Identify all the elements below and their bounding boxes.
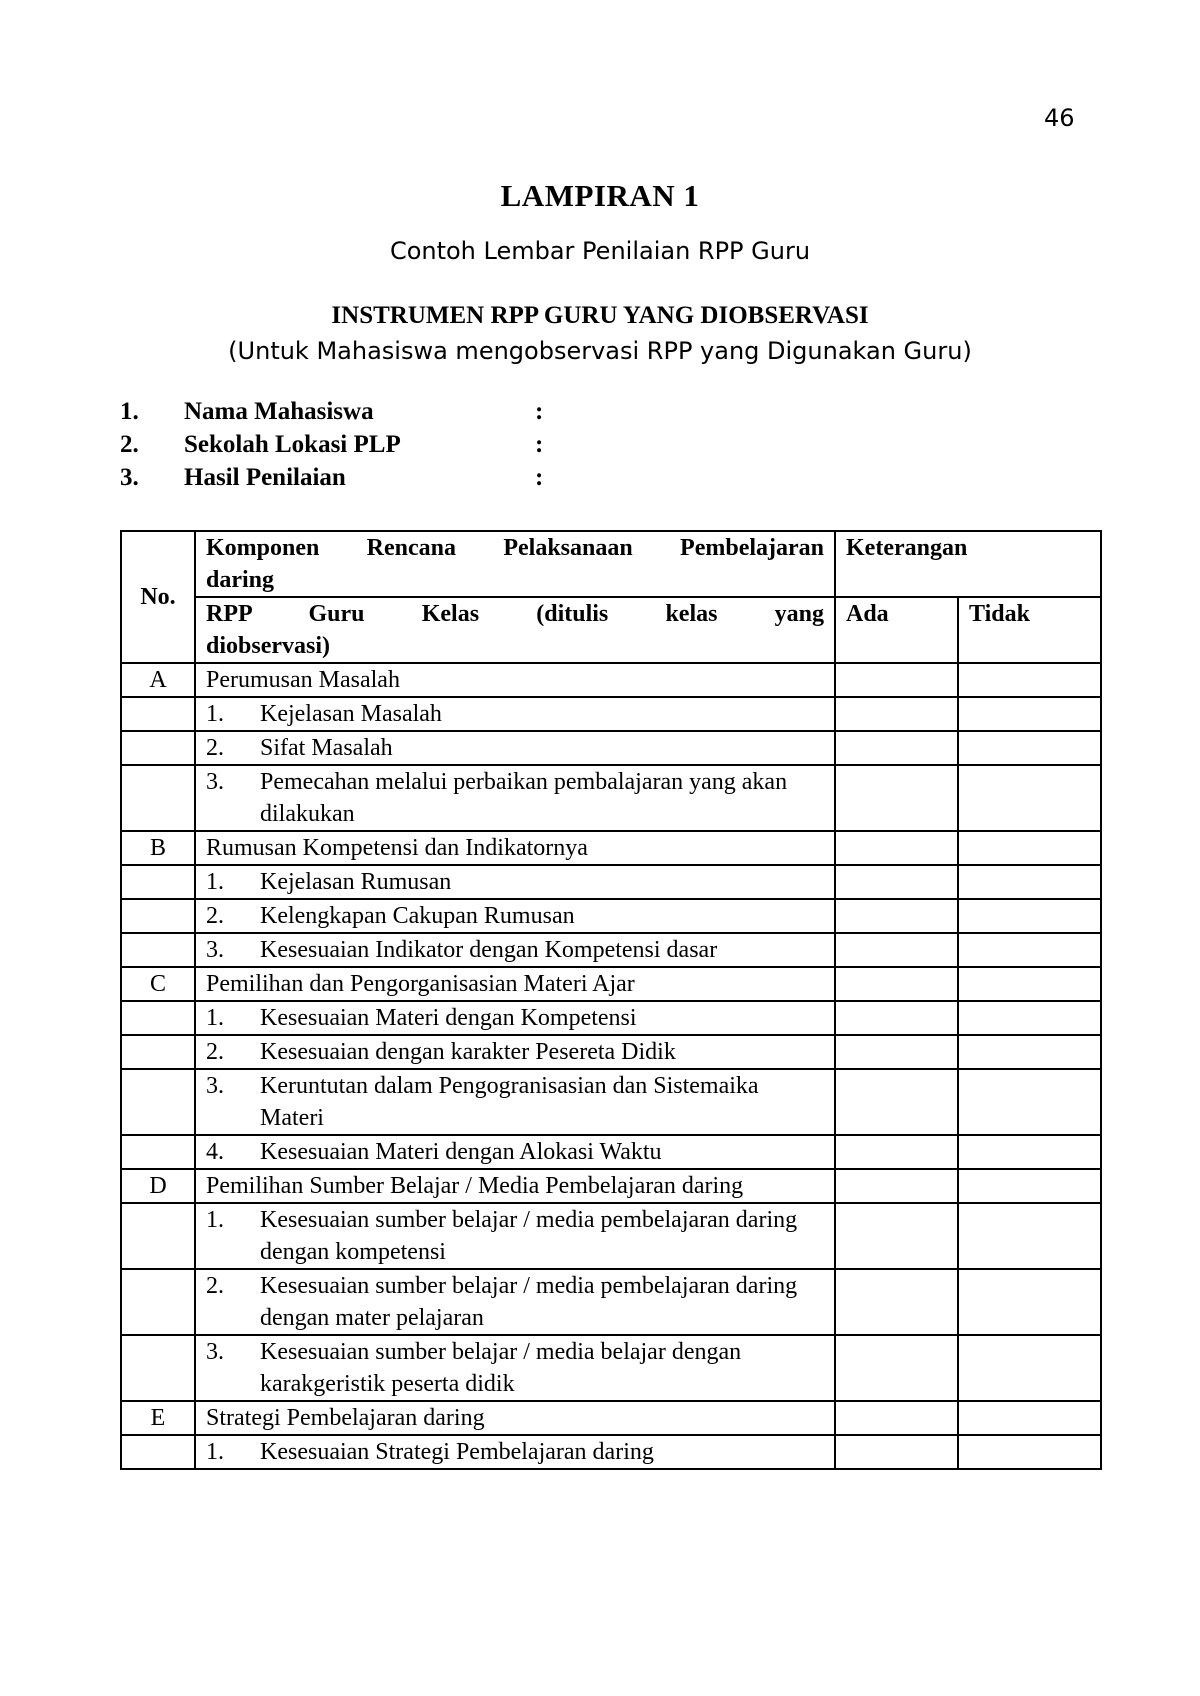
ada-cell[interactable] (835, 697, 958, 731)
item-row (121, 1035, 1101, 1069)
item-number: 3. (206, 1073, 224, 1099)
item-no-cell (121, 1269, 195, 1335)
field-colon: : (535, 398, 544, 425)
page-number: 46 (1044, 104, 1075, 132)
field-number: 1. (120, 398, 139, 425)
document-subtitle: Contoh Lembar Penilaian RPP Guru (389, 237, 811, 265)
item-row (121, 933, 1101, 967)
section-title: Rumusan Kompetensi dan Indikatornya (195, 831, 835, 865)
item-number: 3. (206, 937, 224, 963)
item-number: 1. (206, 1005, 224, 1031)
table-header-row (121, 531, 1101, 597)
ada-cell[interactable] (835, 967, 958, 1001)
item-text: Kejelasan Rumusan (260, 869, 452, 895)
tidak-cell[interactable] (958, 899, 1101, 933)
tidak-cell[interactable] (958, 1435, 1101, 1469)
section-letter: B (121, 831, 195, 865)
item-cell (195, 1435, 835, 1469)
item-cell (195, 765, 835, 831)
tidak-cell[interactable] (958, 731, 1101, 765)
item-text: Kesesuaian Strategi Pembelajaran daring (260, 1439, 654, 1465)
item-no-cell (121, 899, 195, 933)
item-number: 4. (206, 1139, 224, 1165)
ada-cell[interactable] (835, 1001, 958, 1035)
item-no-cell (121, 1203, 195, 1269)
section-title: Pemilihan dan Pengorganisasian Materi Ajar (195, 967, 835, 1001)
tidak-cell[interactable] (958, 1001, 1101, 1035)
item-no-cell (121, 765, 195, 831)
ada-cell[interactable] (835, 731, 958, 765)
item-text: Pemecahan melalui perbaikan pembalajaran yang akan dilakukan (260, 769, 788, 827)
item-row (121, 765, 1101, 831)
document-title: LAMPIRAN 1 (500, 178, 700, 213)
item-no-cell (121, 1069, 195, 1135)
item-row (121, 1001, 1101, 1035)
item-cell (195, 865, 835, 899)
tidak-cell[interactable] (958, 865, 1101, 899)
ada-cell[interactable] (835, 765, 958, 831)
item-row (121, 697, 1101, 731)
section-title: Perumusan Masalah (195, 663, 835, 697)
item-no-cell (121, 865, 195, 899)
item-cell (195, 933, 835, 967)
item-row (121, 731, 1101, 765)
header-rpp-line2: diobservasi) (206, 633, 331, 659)
item-number: 2. (206, 1039, 224, 1065)
item-cell (195, 1135, 835, 1169)
item-text: Kesesuaian Indikator dengan Kompetensi dasar (260, 937, 718, 963)
field-label: Hasil Penilaian (184, 464, 346, 491)
item-number: 1. (206, 701, 224, 727)
item-row (121, 1335, 1101, 1401)
item-cell (195, 697, 835, 731)
header-component (195, 531, 835, 597)
header-rpp-line1: RPP Guru Kelas (ditulis kelas yang (206, 601, 824, 627)
tidak-cell[interactable] (958, 1135, 1101, 1169)
item-text: Kesesuaian sumber belajar / media pembelajaran daring dengan mater pelajaran (260, 1273, 798, 1331)
item-cell (195, 1035, 835, 1069)
item-number: 1. (206, 1207, 224, 1233)
item-no-cell (121, 731, 195, 765)
item-cell (195, 1069, 835, 1135)
field-number: 2. (120, 431, 139, 458)
ada-cell[interactable] (835, 1169, 958, 1203)
tidak-cell[interactable] (958, 1335, 1101, 1401)
ada-cell[interactable] (835, 1269, 958, 1335)
ada-cell[interactable] (835, 933, 958, 967)
section-letter: E (121, 1401, 195, 1435)
section-row (121, 663, 1101, 697)
item-text: Kejelasan Masalah (260, 701, 442, 727)
ada-cell[interactable] (835, 831, 958, 865)
section-title: Strategi Pembelajaran daring (195, 1401, 835, 1435)
header-tidak: Tidak (958, 597, 1101, 663)
item-number: 2. (206, 903, 224, 929)
item-text: Keruntutan dalam Pengogranisasian dan Sistemaika Materi (260, 1073, 759, 1131)
item-text: Kelengkapan Cakupan Rumusan (260, 903, 575, 929)
tidak-cell[interactable] (958, 663, 1101, 697)
field-label: Sekolah Lokasi PLP (184, 431, 401, 458)
item-cell (195, 1001, 835, 1035)
item-row (121, 1203, 1101, 1269)
tidak-cell[interactable] (958, 1203, 1101, 1269)
ada-cell[interactable] (835, 1135, 958, 1169)
item-row (121, 1435, 1101, 1469)
table-subheader-row (121, 597, 1101, 663)
header-ada: Ada (835, 597, 958, 663)
section-letter: C (121, 967, 195, 1001)
item-cell (195, 899, 835, 933)
item-text: Kesesuaian sumber belajar / media pembelajaran daring dengan kompetensi (260, 1207, 798, 1265)
item-row (121, 899, 1101, 933)
item-cell (195, 1269, 835, 1335)
item-row (121, 1135, 1101, 1169)
item-text: Sifat Masalah (260, 735, 393, 761)
ada-cell[interactable] (835, 865, 958, 899)
header-no: No. (121, 531, 195, 663)
item-text: Kesesuaian Materi dengan Kompetensi (260, 1005, 637, 1031)
item-number: 3. (206, 1339, 224, 1365)
item-no-cell (121, 1035, 195, 1069)
tidak-cell[interactable] (958, 1401, 1101, 1435)
ada-cell[interactable] (835, 1335, 958, 1401)
tidak-cell[interactable] (958, 1269, 1101, 1335)
field-number: 3. (120, 464, 139, 491)
tidak-cell[interactable] (958, 1069, 1101, 1135)
item-row (121, 1269, 1101, 1335)
ada-cell[interactable] (835, 899, 958, 933)
tidak-cell[interactable] (958, 933, 1101, 967)
item-cell (195, 731, 835, 765)
item-no-cell (121, 1335, 195, 1401)
item-number: 1. (206, 869, 224, 895)
item-no-cell (121, 1435, 195, 1469)
section-row (121, 1169, 1101, 1203)
field-colon: : (535, 431, 544, 458)
tidak-cell[interactable] (958, 1169, 1101, 1203)
section-title: Pemilihan Sumber Belajar / Media Pembelajaran daring (195, 1169, 835, 1203)
ada-cell[interactable] (835, 1435, 958, 1469)
item-cell (195, 1335, 835, 1401)
instrument-subtitle: (Untuk Mahasiswa mengobservasi RPP yang Digunakan Guru) (228, 337, 972, 365)
item-row (121, 865, 1101, 899)
tidak-cell[interactable] (958, 831, 1101, 865)
tidak-cell[interactable] (958, 967, 1101, 1001)
assessment-table (120, 530, 1102, 1470)
tidak-cell[interactable] (958, 1035, 1101, 1069)
header-rpp (195, 597, 835, 663)
ada-cell[interactable] (835, 1069, 958, 1135)
item-number: 2. (206, 735, 224, 761)
tidak-cell[interactable] (958, 765, 1101, 831)
item-no-cell (121, 1001, 195, 1035)
section-row (121, 831, 1101, 865)
item-number: 1. (206, 1439, 224, 1465)
item-text: Kesesuaian Materi dengan Alokasi Waktu (260, 1139, 662, 1165)
section-letter: A (121, 663, 195, 697)
field-colon: : (535, 464, 544, 491)
ada-cell[interactable] (835, 1035, 958, 1069)
ada-cell[interactable] (835, 663, 958, 697)
item-no-cell (121, 933, 195, 967)
ada-cell[interactable] (835, 1401, 958, 1435)
item-row (121, 1069, 1101, 1135)
ada-cell[interactable] (835, 1203, 958, 1269)
item-number: 2. (206, 1273, 224, 1299)
header-keterangan: Keterangan (835, 531, 1101, 597)
header-component-line1: Komponen Rencana Pelaksanaan Pembelajaran (206, 535, 824, 561)
item-no-cell (121, 697, 195, 731)
item-number: 3. (206, 769, 224, 795)
instrument-title: INSTRUMEN RPP GURU YANG DIOBSERVASI (331, 302, 869, 329)
section-letter: D (121, 1169, 195, 1203)
item-cell (195, 1203, 835, 1269)
field-label: Nama Mahasiswa (184, 398, 374, 425)
section-row (121, 1401, 1101, 1435)
tidak-cell[interactable] (958, 697, 1101, 731)
header-component-line2: daring (206, 567, 275, 593)
section-row (121, 967, 1101, 1001)
item-no-cell (121, 1135, 195, 1169)
item-text: Kesesuaian dengan karakter Pesereta Didik (260, 1039, 676, 1065)
item-text: Kesesuaian sumber belajar / media belajar dengan karakgeristik peserta didik (260, 1339, 742, 1397)
